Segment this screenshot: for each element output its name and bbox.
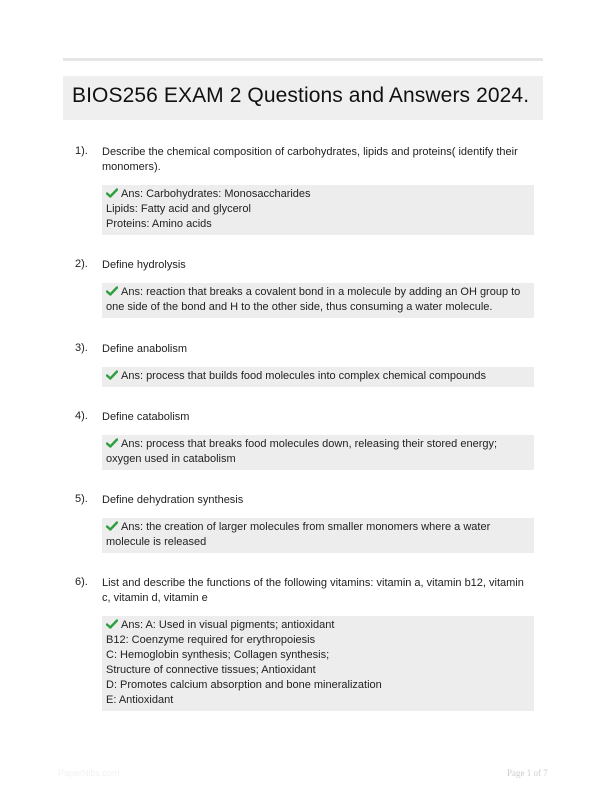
top-divider — [63, 58, 543, 61]
question-number: 6). — [75, 576, 88, 588]
page-number: Page 1 of 7 — [507, 768, 548, 778]
answer-box — [102, 367, 534, 387]
answer-line: Lipids: Fatty acid and glycerol — [106, 203, 251, 215]
question-text: Define catabolism — [102, 411, 190, 423]
answer-line: D: Promotes calcium absorption and bone mineralization — [106, 679, 382, 691]
checkmark-icon — [106, 286, 118, 296]
question-block-2 — [75, 258, 535, 318]
question-text: Define dehydration synthesis — [102, 494, 244, 506]
answer-box — [102, 435, 534, 470]
question-text: List and describe the functions of the following vitamins: vitamin a, vitamin b12, vitamin c, vitamin d, vitamin e — [102, 577, 524, 604]
title-banner — [63, 76, 543, 120]
answer-box — [102, 185, 534, 235]
question-number: 1). — [75, 145, 88, 157]
question-number: 5). — [75, 493, 88, 505]
question-number: 3). — [75, 342, 88, 354]
question-block-4 — [75, 410, 535, 470]
question-text: Define hydrolysis — [102, 259, 186, 271]
answer-line: Ans: Carbohydrates: Monosaccharides — [121, 188, 311, 200]
answer-line: C: Hemoglobin synthesis; Collagen synthesis; — [106, 649, 330, 661]
answer-box — [102, 283, 534, 318]
checkmark-icon — [106, 188, 118, 198]
question-block-1 — [75, 145, 535, 235]
answer-line: Ans: A: Used in visual pigments; antioxidant — [121, 619, 335, 631]
question-number: 2). — [75, 258, 88, 270]
answer-line: Proteins: Amino acids — [106, 218, 212, 230]
checkmark-icon — [106, 370, 118, 380]
question-block-3 — [75, 342, 535, 387]
question-block-5 — [75, 493, 535, 553]
checkmark-icon — [106, 619, 118, 629]
answer-line: Ans: process that builds food molecules into complex chemical compounds — [121, 370, 487, 382]
answer-line: B12: Coenzyme required for erythropoiesis — [106, 634, 316, 646]
answer-line: Ans: process that breaks food molecules down, releasing their stored energy; oxygen used in catabolism — [106, 438, 498, 465]
footer-watermark: PaperNibs.com — [58, 768, 120, 778]
answer-line: E: Antioxidant — [106, 694, 174, 706]
question-text: Define anabolism — [102, 343, 187, 355]
answer-line: Ans: the creation of larger molecules from smaller monomers where a water molecule is released — [106, 521, 491, 548]
answer-line: Structure of connective tissues; Antioxidant — [106, 664, 316, 676]
question-text: Describe the chemical composition of carbohydrates, lipids and proteins( identify their monomers). — [102, 146, 518, 173]
answer-line: Ans: reaction that breaks a covalent bond in a molecule by adding an OH group to one side of the bond and H to the other side, thus consuming a water molecule. — [106, 286, 521, 313]
question-block-6 — [75, 576, 535, 711]
answer-box — [102, 616, 534, 711]
checkmark-icon — [106, 521, 118, 531]
question-number: 4). — [75, 410, 88, 422]
page-title: BIOS256 EXAM 2 Questions and Answers 2024. — [72, 84, 530, 107]
checkmark-icon — [106, 438, 118, 448]
answer-box — [102, 518, 534, 553]
